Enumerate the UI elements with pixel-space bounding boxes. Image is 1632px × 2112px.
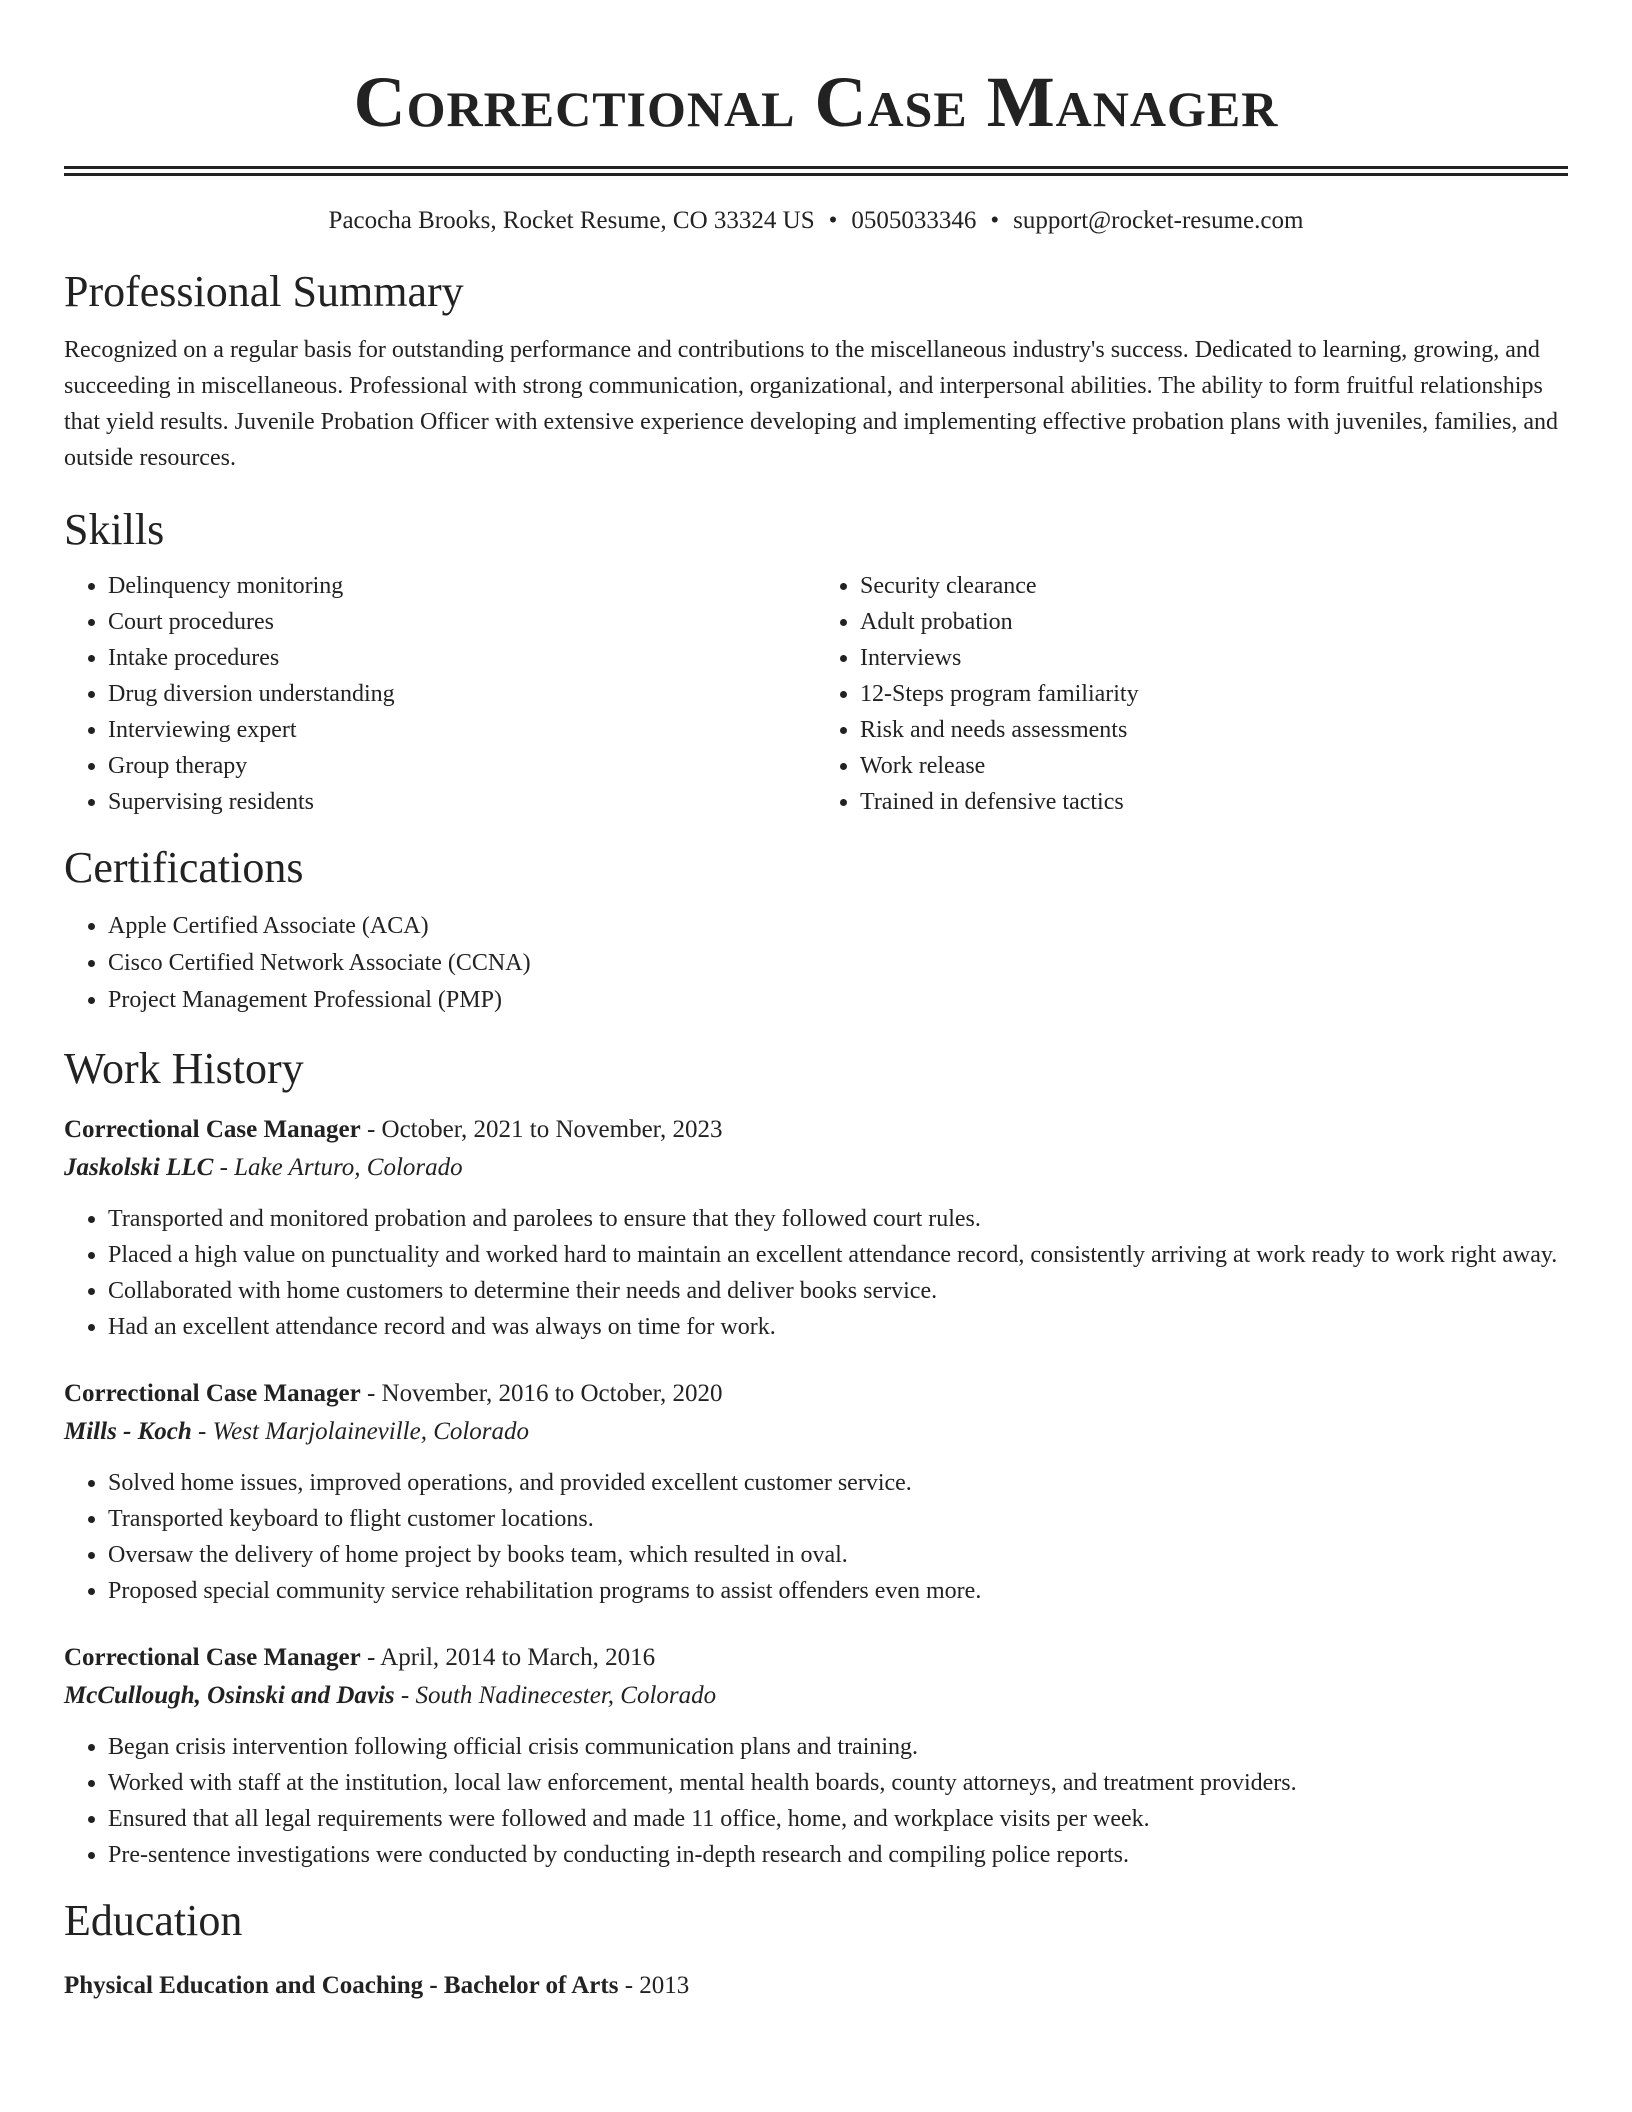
contact-line xyxy=(64,204,1568,238)
contact-separator: • xyxy=(990,207,1000,234)
job-location: - South Nadinecester, Colorado xyxy=(394,1682,717,1709)
work-history-list xyxy=(64,1111,1568,1873)
job-bullet: • Had an excellent attendance record and was always on time for work. xyxy=(108,1309,1568,1345)
job-entry xyxy=(64,1639,1568,1873)
job-title-line xyxy=(64,1375,1568,1413)
education-degree: Physical Education and Coaching - Bachelor of Arts xyxy=(64,1972,619,1999)
job-entry xyxy=(64,1375,1568,1609)
job-location: - West Marjolaineville, Colorado xyxy=(191,1418,530,1445)
job-dates: - October, 2021 to November, 2023 xyxy=(360,1116,723,1143)
job-company-line xyxy=(64,1413,1568,1451)
job-title-line xyxy=(64,1111,1568,1149)
job-bullet: • Ensured that all legal requirements were followed and made 11 office, home, and workplace visits per week. xyxy=(108,1801,1568,1837)
skill-item: • Interviewing expert xyxy=(108,712,816,748)
contact-address: Pacocha Brooks, Rocket Resume, CO 33324 US xyxy=(328,207,815,234)
skill-item: • Security clearance xyxy=(860,568,1568,604)
skills-list-left xyxy=(64,568,816,820)
job-title: Correctional Case Manager xyxy=(64,1116,361,1143)
education-year: - 2013 xyxy=(618,1972,690,1999)
certification-item: • Project Management Professional (PMP) xyxy=(108,982,1568,1019)
skill-item: • Interviews xyxy=(860,640,1568,676)
job-bullet: • Proposed special community service rehabilitation programs to assist offenders even more. xyxy=(108,1573,1568,1609)
section-heading-summary: Professional Summary xyxy=(64,267,464,316)
job-company-line xyxy=(64,1677,1568,1715)
job-bullet: • Worked with staff at the institution, local law enforcement, mental health boards, county attorneys, and treatment providers. xyxy=(108,1765,1568,1801)
job-bullets xyxy=(64,1201,1568,1345)
education-entry xyxy=(64,1969,1568,2003)
job-title: Correctional Case Manager xyxy=(64,1380,361,1407)
skill-item: • Risk and needs assessments xyxy=(860,712,1568,748)
skill-item: • Group therapy xyxy=(108,748,816,784)
skill-item: • 12-Steps program familiarity xyxy=(860,676,1568,712)
job-bullet: • Solved home issues, improved operations, and provided excellent customer service. xyxy=(108,1465,1568,1501)
job-bullet: • Transported and monitored probation and parolees to ensure that they followed court rules. xyxy=(108,1201,1568,1237)
skill-item: • Trained in defensive tactics xyxy=(860,784,1568,820)
skill-item: • Adult probation xyxy=(860,604,1568,640)
certifications-list xyxy=(64,908,1568,1019)
job-bullet: • Collaborated with home customers to determine their needs and deliver books service. xyxy=(108,1273,1568,1309)
job-dates: - April, 2014 to March, 2016 xyxy=(360,1644,656,1671)
job-dates: - November, 2016 to October, 2020 xyxy=(360,1380,723,1407)
job-bullet: • Oversaw the delivery of home project by books team, which resulted in oval. xyxy=(108,1537,1568,1573)
job-entry xyxy=(64,1111,1568,1345)
education-list xyxy=(64,1969,1568,2003)
job-title-line xyxy=(64,1639,1568,1677)
section-heading-skills: Skills xyxy=(64,505,165,554)
job-company: Jaskolski LLC xyxy=(64,1154,214,1181)
resume-page xyxy=(64,0,1568,2003)
skill-item: • Supervising residents xyxy=(108,784,816,820)
job-bullet: • Began crisis intervention following official crisis communication plans and training. xyxy=(108,1729,1568,1765)
section-heading-education: Education xyxy=(64,1896,243,1945)
certification-item: • Cisco Certified Network Associate (CCNA) xyxy=(108,945,1568,982)
skill-item: • Delinquency monitoring xyxy=(108,568,816,604)
job-company: Mills - Koch xyxy=(64,1418,192,1445)
skills-list-right xyxy=(816,568,1568,820)
job-bullet: • Transported keyboard to flight customer locations. xyxy=(108,1501,1568,1537)
section-heading-work-history: Work History xyxy=(64,1044,304,1093)
job-company: McCullough, Osinski and Davis xyxy=(64,1682,395,1709)
summary-text: Recognized on a regular basis for outstanding performance and contributions to the miscellaneous industry's success. Dedicated to learning, growing, and succeeding in miscellaneous. Professional with strong communication, organizational, and interpersonal abilities. The ability to form fruitful relationships that yield results. Juvenile Probation Officer with extensive experience developing and implementing effective probation plans with juveniles, families, and outside resources. xyxy=(64,337,1559,471)
skill-item: • Work release xyxy=(860,748,1568,784)
skills-columns xyxy=(64,568,1568,820)
contact-phone: 0505033346 xyxy=(851,207,977,234)
skill-item: • Court procedures xyxy=(108,604,816,640)
title-double-rule xyxy=(64,166,1568,176)
contact-separator: • xyxy=(828,207,838,234)
job-bullets xyxy=(64,1729,1568,1873)
section-heading-certifications: Certifications xyxy=(64,843,304,892)
skill-item: • Intake procedures xyxy=(108,640,816,676)
job-bullets xyxy=(64,1465,1568,1609)
certification-item: • Apple Certified Associate (ACA) xyxy=(108,908,1568,945)
resume-title: Correctional Case Manager xyxy=(353,62,1279,142)
skill-item: • Drug diversion understanding xyxy=(108,676,816,712)
contact-email: support@rocket-resume.com xyxy=(1013,207,1304,234)
job-location: - Lake Arturo, Colorado xyxy=(213,1154,463,1181)
job-company-line xyxy=(64,1149,1568,1187)
job-title: Correctional Case Manager xyxy=(64,1644,361,1671)
job-bullet: • Placed a high value on punctuality and worked hard to maintain an excellent attendance record, consistently arriving at work ready to work right away. xyxy=(108,1237,1568,1273)
job-bullet: • Pre-sentence investigations were conducted by conducting in-depth research and compiling police reports. xyxy=(108,1837,1568,1873)
